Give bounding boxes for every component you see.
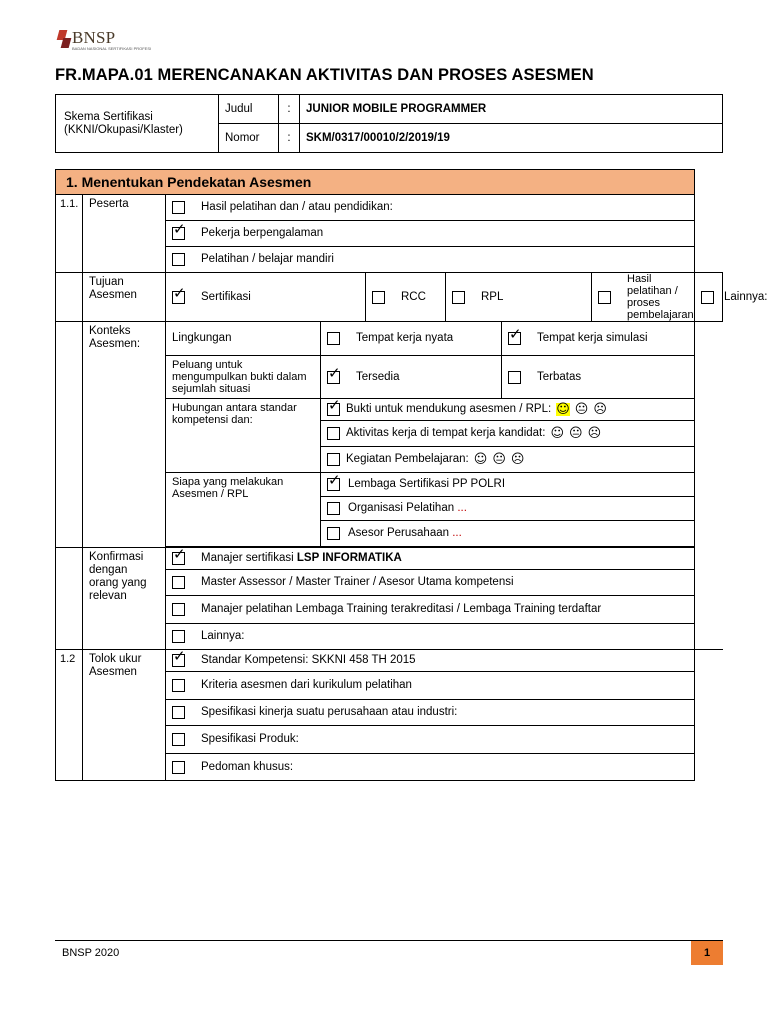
checkbox[interactable] <box>327 527 340 540</box>
page-number-badge: 1 <box>691 941 723 965</box>
option-label: Pedoman khusus: <box>201 760 294 773</box>
option-label: Lainnya: <box>201 630 245 642</box>
peserta-label: Peserta <box>83 195 166 273</box>
tujuan-label: Tujuan Asesmen <box>83 273 166 322</box>
checkbox-checked[interactable] <box>172 227 185 240</box>
option-label: Spesifikasi Produk: <box>201 733 299 745</box>
option-label: Hasil pelatihan dan / atau pendidikan: <box>201 201 393 213</box>
frown-icon[interactable]: ☹ <box>510 452 525 467</box>
bnsp-logo <box>58 30 151 51</box>
checkbox[interactable] <box>172 761 185 774</box>
checkbox[interactable] <box>508 371 521 384</box>
logo-subtitle: BADAN NASIONAL SERTIFIKASI PROFESI <box>72 46 152 51</box>
option-label: Standar Kompetensi: SKKNI 458 TH 2015 <box>201 654 416 666</box>
checkbox[interactable] <box>327 453 340 466</box>
option-label: Sertifikasi <box>201 290 251 303</box>
skema-label: Skema Sertifikasi (KKNI/Okupasi/Klaster) <box>56 95 219 153</box>
option-label: Aktivitas kerja di tempat kerja kandidat: <box>346 427 546 439</box>
section-number: 1.2 <box>56 650 83 781</box>
colon: : <box>279 95 300 124</box>
option-label: Asesor Perusahaan <box>348 527 450 539</box>
footer-divider <box>55 940 723 941</box>
option-label: Lainnya: <box>724 290 768 303</box>
colon: : <box>279 124 300 153</box>
footer-text: BNSP 2020 <box>62 947 120 959</box>
option-label: Lembaga Sertifikasi PP POLRI <box>348 478 506 490</box>
checkbox[interactable] <box>172 706 185 719</box>
hubungan-label: Hubungan antara standar kompetensi dan: <box>166 399 321 473</box>
nomor-value: SKM/0317/00010/2/2019/19 <box>300 124 723 153</box>
checkbox-checked[interactable] <box>172 552 185 565</box>
checkbox-checked[interactable] <box>172 654 185 667</box>
konfirmasi-label: Konfirmasi dengan orang yang relevan <box>83 548 166 650</box>
option-label: Tempat kerja nyata <box>356 332 454 344</box>
logo-text: BNSP <box>72 28 116 47</box>
nomor-label: Nomor <box>219 124 279 153</box>
smiley-icon[interactable]: ☺ <box>550 426 564 441</box>
option-label: Manajer sertifikasi <box>201 552 294 564</box>
option-label: Tempat kerja simulasi <box>537 332 648 344</box>
checkbox[interactable] <box>172 679 185 692</box>
option-label: Bukti untuk mendukung asesmen / RPL: <box>346 403 552 415</box>
lsp-name: LSP INFORMATIKA <box>296 552 402 564</box>
checkbox[interactable] <box>172 201 185 214</box>
option-label: Kriteria asesmen dari kurikulum pelatihan <box>201 679 412 691</box>
pendekatan-asesmen-table <box>55 169 768 781</box>
checkbox[interactable] <box>172 576 185 589</box>
option-label: Pelatihan / belajar mandiri <box>201 253 334 265</box>
checkbox[interactable] <box>598 291 611 304</box>
checkbox[interactable] <box>172 253 185 266</box>
option-label: Tersedia <box>356 370 400 383</box>
lingkungan-label: Lingkungan <box>166 322 321 356</box>
checkbox-checked[interactable] <box>327 478 340 491</box>
checkbox[interactable] <box>172 733 185 746</box>
tolok-label: Tolok ukur Asesmen <box>83 650 166 781</box>
konteks-label: Konteks Asesmen: <box>83 322 166 548</box>
checkbox[interactable] <box>172 603 185 616</box>
checkbox[interactable] <box>327 502 340 515</box>
option-label: Organisasi Pelatihan <box>348 502 455 514</box>
checkbox[interactable] <box>327 427 340 440</box>
option-label: Master Assessor / Master Trainer / Asesor Utama kompetensi <box>201 576 514 588</box>
checkbox-checked[interactable] <box>327 403 340 416</box>
neutral-face-icon[interactable]: 😐 <box>569 426 583 441</box>
option-label: Manajer pelatihan Lembaga Training terakreditasi / Lembaga Training terdaftar <box>201 603 602 615</box>
ellipsis: ... <box>452 527 462 539</box>
siapa-label: Siapa yang melakukan Asesmen / RPL <box>166 473 321 547</box>
option-label: Spesifikasi kinerja suatu perusahaan atau industri: <box>201 706 458 718</box>
section-number: 1.1. <box>56 195 83 273</box>
frown-icon[interactable]: ☹ <box>587 426 602 441</box>
frown-icon[interactable]: ☹ <box>593 402 607 417</box>
checkbox[interactable] <box>452 291 465 304</box>
option-label: Kegiatan Pembelajaran: <box>346 453 469 465</box>
document-title: FR.MAPA.01 MERENCANAKAN AKTIVITAS DAN PROSES ASESMEN <box>55 66 594 84</box>
checkbox[interactable] <box>372 291 385 304</box>
judul-value: JUNIOR MOBILE PROGRAMMER <box>300 95 723 124</box>
option-label: Pekerja berpengalaman <box>201 227 324 239</box>
neutral-face-icon[interactable]: 😐 <box>574 402 589 417</box>
option-label: Terbatas <box>537 370 582 383</box>
option-label: RPL <box>481 290 504 303</box>
ellipsis: ... <box>457 502 467 514</box>
option-label: RCC <box>401 290 426 303</box>
checkbox-checked[interactable] <box>327 371 340 384</box>
option-label: Hasil pelatihan / proses pembelajaran <box>627 273 694 321</box>
checkbox[interactable] <box>701 291 714 304</box>
checkbox-checked[interactable] <box>172 291 185 304</box>
bnsp-logo-mark-icon <box>58 30 70 50</box>
smiley-icon[interactable]: ☺ <box>556 402 570 417</box>
checkbox[interactable] <box>327 332 340 345</box>
section-title: 1. Menentukan Pendekatan Asesmen <box>56 170 695 195</box>
checkbox-checked[interactable] <box>508 332 521 345</box>
peluang-label: Peluang untuk mengumpulkan bukti dalam sejumlah situasi <box>166 356 321 399</box>
judul-label: Judul <box>219 95 279 124</box>
neutral-face-icon[interactable]: 😐 <box>492 452 506 467</box>
checkbox[interactable] <box>172 630 185 643</box>
skema-table <box>55 94 723 153</box>
smiley-icon[interactable]: ☺ <box>473 452 488 467</box>
